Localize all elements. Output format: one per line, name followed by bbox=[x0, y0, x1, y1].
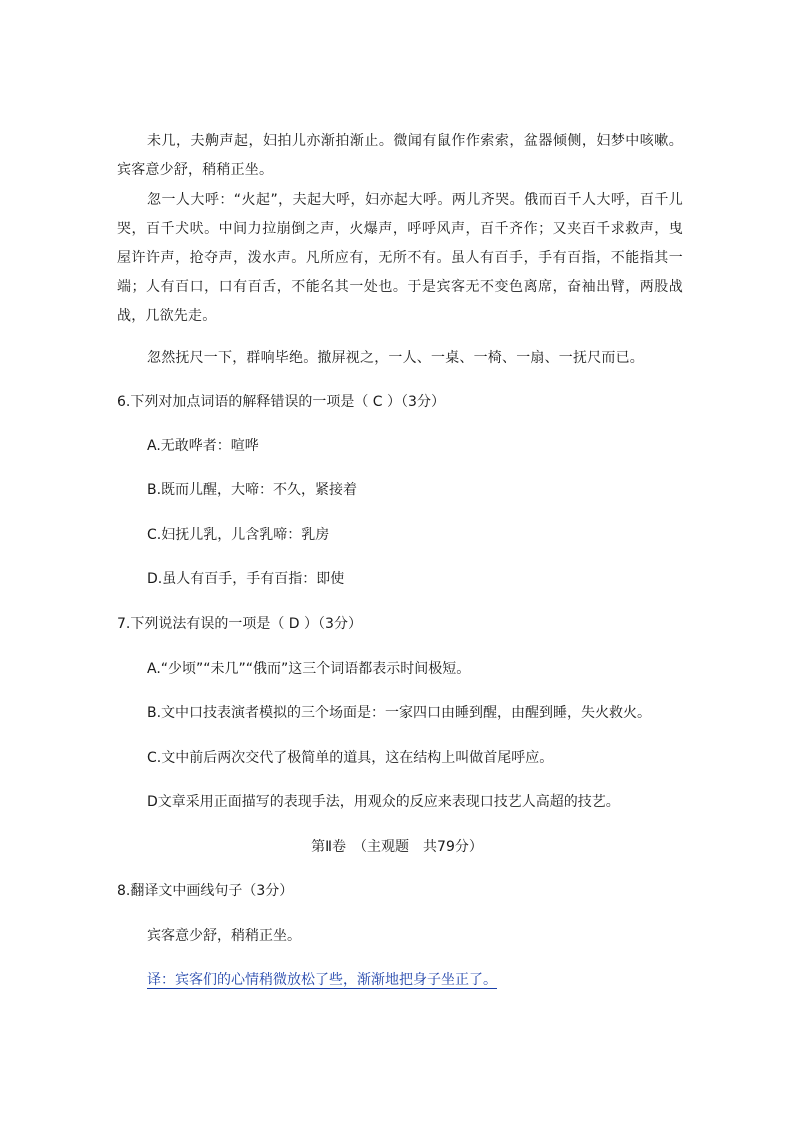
question-6-option-a: A.无敢哗者：喧哗 bbox=[147, 438, 259, 454]
question-7-option-d: D文章采用正面描写的表现手法，用观众的反应来表现口技艺人高超的技艺。 bbox=[147, 794, 620, 810]
section-2-heading: 第Ⅱ卷 （主观题 共79分） bbox=[311, 839, 483, 855]
passage-paragraph-2: 忽一人大呼：“火起”，夫起大呼，妇亦起大呼。两儿齐哭。俄而百千人大呼，百千儿哭，百千犬吠。中间力拉崩倒之声，火爆声，呼呼风声，百千齐作；又夹百千求救声，曳屋许许声，抢夺声，泼水声。凡所应有，无所不有。虽人有百手，手有百指，不能指其一端；人有百口，口有百舌，不能名其一处也。于是宾客无不变色离席，奋袖出臂，两股战战，几欲先走。 bbox=[117, 192, 683, 324]
question-7-stem: 7.下列说法有误的一项是（ D ）（3分） bbox=[117, 616, 362, 632]
question-7-option-a: A.“少顷”“未几”“俄而”这三个词语都表示时间极短。 bbox=[147, 661, 471, 677]
question-6-option-b: B.既而儿醒，大啼：不久，紧接着 bbox=[147, 482, 358, 498]
question-8-sentence: 宾客意少舒，稍稍正坐。 bbox=[147, 928, 301, 944]
question-6-stem: 6.下列对加点词语的解释错误的一项是（ C ）（3分） bbox=[117, 394, 445, 410]
question-7-option-b: B.文中口技表演者模拟的三个场面是：一家四口由睡到醒，由醒到睡，失火救火。 bbox=[147, 705, 652, 721]
question-6-option-c: C.妇抚儿乳，儿含乳啼：乳房 bbox=[147, 527, 330, 543]
passage-paragraph-3: 忽然抚尺一下，群响毕绝。撤屏视之，一人、一桌、一椅、一扇、一抚尺而已。 bbox=[147, 350, 644, 366]
question-8-answer: 译：宾客们的心情稍微放松了些，渐渐地把身子坐正了。 bbox=[147, 972, 497, 988]
question-6-option-d: D.虽人有百手，手有百指：即使 bbox=[147, 571, 345, 587]
question-7-option-c: C.文中前后两次交代了极简单的道具，这在结构上叫做首尾呼应。 bbox=[147, 750, 554, 766]
question-8-stem: 8.翻译文中画线句子（3分） bbox=[117, 883, 294, 899]
passage-paragraph-1: 未几，夫齁声起，妇拍儿亦渐拍渐止。微闻有鼠作作索索，盆器倾侧，妇梦中咳嗽。宾客意少舒，稍稍正坐。 bbox=[117, 133, 683, 178]
